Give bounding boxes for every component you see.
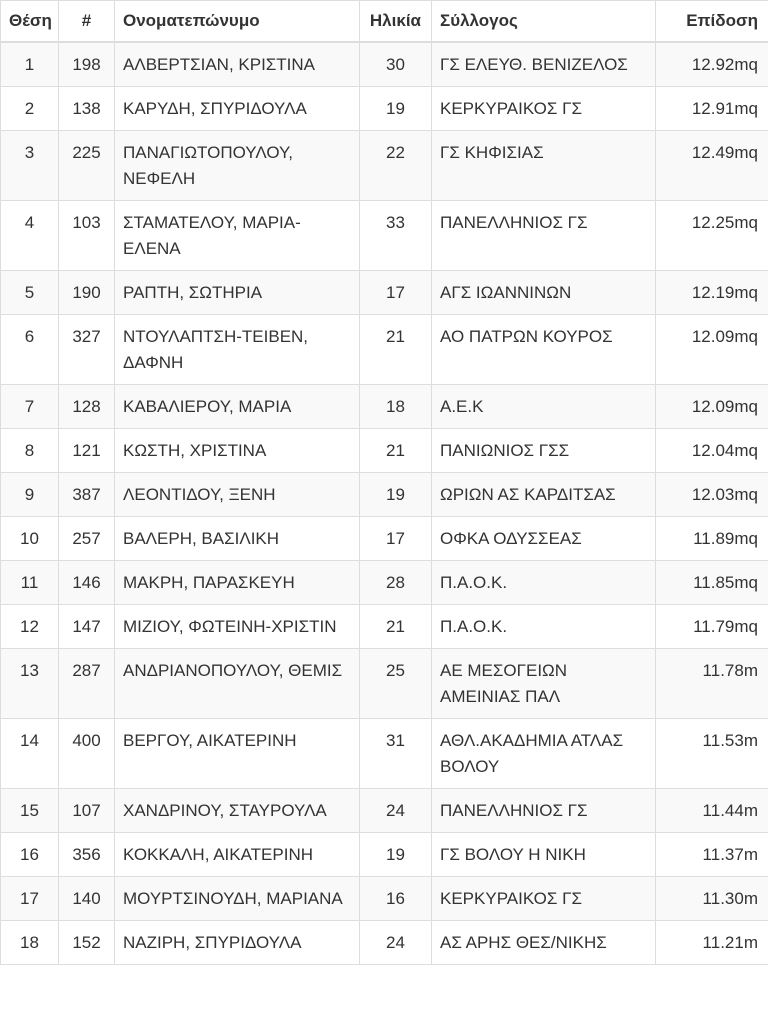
cell-position: 4 — [1, 201, 59, 271]
cell-position: 1 — [1, 42, 59, 87]
cell-bib: 198 — [59, 42, 115, 87]
cell-position: 15 — [1, 789, 59, 833]
cell-bib: 387 — [59, 473, 115, 517]
cell-club: ΓΣ ΒΟΛΟΥ Η ΝΙΚΗ — [432, 833, 656, 877]
cell-position: 14 — [1, 719, 59, 789]
cell-mark: 11.78m — [656, 649, 768, 719]
cell-age: 30 — [360, 42, 432, 87]
cell-age: 16 — [360, 877, 432, 921]
cell-position: 11 — [1, 561, 59, 605]
cell-position: 9 — [1, 473, 59, 517]
cell-club: ΑΓΣ ΙΩΑΝΝΙΝΩΝ — [432, 271, 656, 315]
table-row — [1, 719, 768, 789]
cell-athlete-name: ΝΤΟΥΛΑΠΤΣΗ-ΤΕΙΒΕΝ, ΔΑΦΝΗ — [115, 315, 360, 385]
cell-bib: 225 — [59, 131, 115, 201]
cell-mark: 11.89mq — [656, 517, 768, 561]
cell-bib: 103 — [59, 201, 115, 271]
cell-bib: 152 — [59, 921, 115, 965]
header-mark[interactable]: Επίδοση — [656, 1, 768, 43]
cell-age: 18 — [360, 385, 432, 429]
cell-mark: 12.49mq — [656, 131, 768, 201]
table-row — [1, 315, 768, 385]
cell-bib: 287 — [59, 649, 115, 719]
cell-age: 31 — [360, 719, 432, 789]
cell-bib: 121 — [59, 429, 115, 473]
cell-mark: 12.91mq — [656, 87, 768, 131]
cell-club: Π.Α.Ο.Κ. — [432, 605, 656, 649]
cell-bib: 327 — [59, 315, 115, 385]
cell-position: 6 — [1, 315, 59, 385]
cell-position: 10 — [1, 517, 59, 561]
table-row — [1, 473, 768, 517]
cell-club: ΩΡΙΩΝ ΑΣ ΚΑΡΔΙΤΣΑΣ — [432, 473, 656, 517]
cell-position: 2 — [1, 87, 59, 131]
cell-bib: 400 — [59, 719, 115, 789]
cell-athlete-name: ΡΑΠΤΗ, ΣΩΤΗΡΙΑ — [115, 271, 360, 315]
table-header — [1, 1, 768, 43]
cell-bib: 140 — [59, 877, 115, 921]
cell-mark: 12.25mq — [656, 201, 768, 271]
cell-position: 3 — [1, 131, 59, 201]
cell-mark: 11.79mq — [656, 605, 768, 649]
cell-club: ΠΑΝΕΛΛΗΝΙΟΣ ΓΣ — [432, 201, 656, 271]
cell-position: 7 — [1, 385, 59, 429]
cell-club: ΑΘΛ.ΑΚΑΔΗΜΙΑ ΑΤΛΑΣ ΒΟΛΟΥ — [432, 719, 656, 789]
cell-athlete-name: ΜΙΖΙΟΥ, ΦΩΤΕΙΝΗ-ΧΡΙΣΤΙΝ — [115, 605, 360, 649]
cell-mark: 12.19mq — [656, 271, 768, 315]
cell-athlete-name: ΠΑΝΑΓΙΩΤΟΠΟΥΛΟΥ, ΝΕΦΕΛΗ — [115, 131, 360, 201]
cell-club: ΓΣ ΚΗΦΙΣΙΑΣ — [432, 131, 656, 201]
header-position[interactable]: Θέση — [1, 1, 59, 43]
cell-age: 19 — [360, 473, 432, 517]
cell-age: 22 — [360, 131, 432, 201]
cell-mark: 12.09mq — [656, 385, 768, 429]
table-row — [1, 201, 768, 271]
cell-club: ΓΣ ΕΛΕΥΘ. ΒΕΝΙΖΕΛΟΣ — [432, 42, 656, 87]
cell-club: ΚΕΡΚΥΡΑΙΚΟΣ ΓΣ — [432, 87, 656, 131]
cell-club: ΑΕ ΜΕΣΟΓΕΙΩΝ ΑΜΕΙΝΙΑΣ ΠΑΛ — [432, 649, 656, 719]
cell-age: 21 — [360, 605, 432, 649]
cell-age: 17 — [360, 271, 432, 315]
cell-mark: 11.53m — [656, 719, 768, 789]
cell-mark: 12.04mq — [656, 429, 768, 473]
table-row — [1, 517, 768, 561]
cell-position: 18 — [1, 921, 59, 965]
cell-mark: 11.85mq — [656, 561, 768, 605]
cell-mark: 12.92mq — [656, 42, 768, 87]
table-row — [1, 649, 768, 719]
cell-position: 5 — [1, 271, 59, 315]
cell-bib: 146 — [59, 561, 115, 605]
table-row — [1, 561, 768, 605]
cell-position: 12 — [1, 605, 59, 649]
cell-age: 24 — [360, 921, 432, 965]
cell-athlete-name: ΧΑΝΔΡΙΝΟΥ, ΣΤΑΥΡΟΥΛΑ — [115, 789, 360, 833]
table-body — [1, 42, 768, 965]
cell-athlete-name: ΑΝΔΡΙΑΝΟΠΟΥΛΟΥ, ΘΕΜΙΣ — [115, 649, 360, 719]
cell-athlete-name: ΝΑΖΙΡΗ, ΣΠΥΡΙΔΟΥΛΑ — [115, 921, 360, 965]
header-name[interactable]: Ονοματεπώνυμο — [115, 1, 360, 43]
cell-age: 21 — [360, 315, 432, 385]
cell-bib: 356 — [59, 833, 115, 877]
cell-bib: 190 — [59, 271, 115, 315]
table-row — [1, 271, 768, 315]
cell-athlete-name: ΛΕΟΝΤΙΔΟΥ, ΞΕΝΗ — [115, 473, 360, 517]
cell-position: 8 — [1, 429, 59, 473]
table-row — [1, 789, 768, 833]
cell-position: 13 — [1, 649, 59, 719]
table-row — [1, 429, 768, 473]
cell-club: ΑΟ ΠΑΤΡΩΝ ΚΟΥΡΟΣ — [432, 315, 656, 385]
header-club[interactable]: Σύλλογος — [432, 1, 656, 43]
header-bib[interactable]: # — [59, 1, 115, 43]
table-row — [1, 877, 768, 921]
cell-club: ΑΣ ΑΡΗΣ ΘΕΣ/ΝΙΚΗΣ — [432, 921, 656, 965]
table-row — [1, 87, 768, 131]
cell-bib: 107 — [59, 789, 115, 833]
cell-athlete-name: ΣΤΑΜΑΤΕΛΟΥ, ΜΑΡΙΑ-ΕΛΕΝΑ — [115, 201, 360, 271]
cell-club: Α.Ε.Κ — [432, 385, 656, 429]
header-age[interactable]: Ηλικία — [360, 1, 432, 43]
cell-athlete-name: ΚΩΣΤΗ, ΧΡΙΣΤΙΝΑ — [115, 429, 360, 473]
cell-mark: 11.44m — [656, 789, 768, 833]
cell-club: ΠΑΝΙΩΝΙΟΣ ΓΣΣ — [432, 429, 656, 473]
cell-athlete-name: ΚΑΡΥΔΗ, ΣΠΥΡΙΔΟΥΛΑ — [115, 87, 360, 131]
cell-age: 24 — [360, 789, 432, 833]
cell-club: ΚΕΡΚΥΡΑΙΚΟΣ ΓΣ — [432, 877, 656, 921]
cell-age: 17 — [360, 517, 432, 561]
cell-athlete-name: ΑΛΒΕΡΤΣΙΑΝ, ΚΡΙΣΤΙΝΑ — [115, 42, 360, 87]
cell-bib: 257 — [59, 517, 115, 561]
cell-age: 19 — [360, 833, 432, 877]
table-row — [1, 833, 768, 877]
table-row — [1, 921, 768, 965]
table-row — [1, 131, 768, 201]
cell-bib: 128 — [59, 385, 115, 429]
cell-age: 19 — [360, 87, 432, 131]
cell-athlete-name: ΜΑΚΡΗ, ΠΑΡΑΣΚΕΥΗ — [115, 561, 360, 605]
table-row — [1, 42, 768, 87]
cell-mark: 11.30m — [656, 877, 768, 921]
cell-athlete-name: ΚΟΚΚΑΛΗ, ΑΙΚΑΤΕΡΙΝΗ — [115, 833, 360, 877]
header-row — [1, 1, 768, 43]
cell-position: 17 — [1, 877, 59, 921]
table-row — [1, 605, 768, 649]
cell-athlete-name: ΜΟΥΡΤΣΙΝΟΥΔΗ, ΜΑΡΙΑΝΑ — [115, 877, 360, 921]
cell-position: 16 — [1, 833, 59, 877]
cell-mark: 11.37m — [656, 833, 768, 877]
cell-age: 25 — [360, 649, 432, 719]
cell-mark: 11.21m — [656, 921, 768, 965]
cell-age: 28 — [360, 561, 432, 605]
cell-bib: 147 — [59, 605, 115, 649]
cell-age: 21 — [360, 429, 432, 473]
cell-athlete-name: ΚΑΒΑΛΙΕΡΟΥ, ΜΑΡΙΑ — [115, 385, 360, 429]
cell-club: Π.Α.Ο.Κ. — [432, 561, 656, 605]
cell-athlete-name: ΒΕΡΓΟΥ, ΑΙΚΑΤΕΡΙΝΗ — [115, 719, 360, 789]
cell-mark: 12.09mq — [656, 315, 768, 385]
cell-club: ΟΦΚΑ ΟΔΥΣΣΕΑΣ — [432, 517, 656, 561]
cell-bib: 138 — [59, 87, 115, 131]
cell-mark: 12.03mq — [656, 473, 768, 517]
cell-age: 33 — [360, 201, 432, 271]
cell-club: ΠΑΝΕΛΛΗΝΙΟΣ ΓΣ — [432, 789, 656, 833]
table-row — [1, 385, 768, 429]
cell-athlete-name: ΒΑΛΕΡΗ, ΒΑΣΙΛΙΚΗ — [115, 517, 360, 561]
